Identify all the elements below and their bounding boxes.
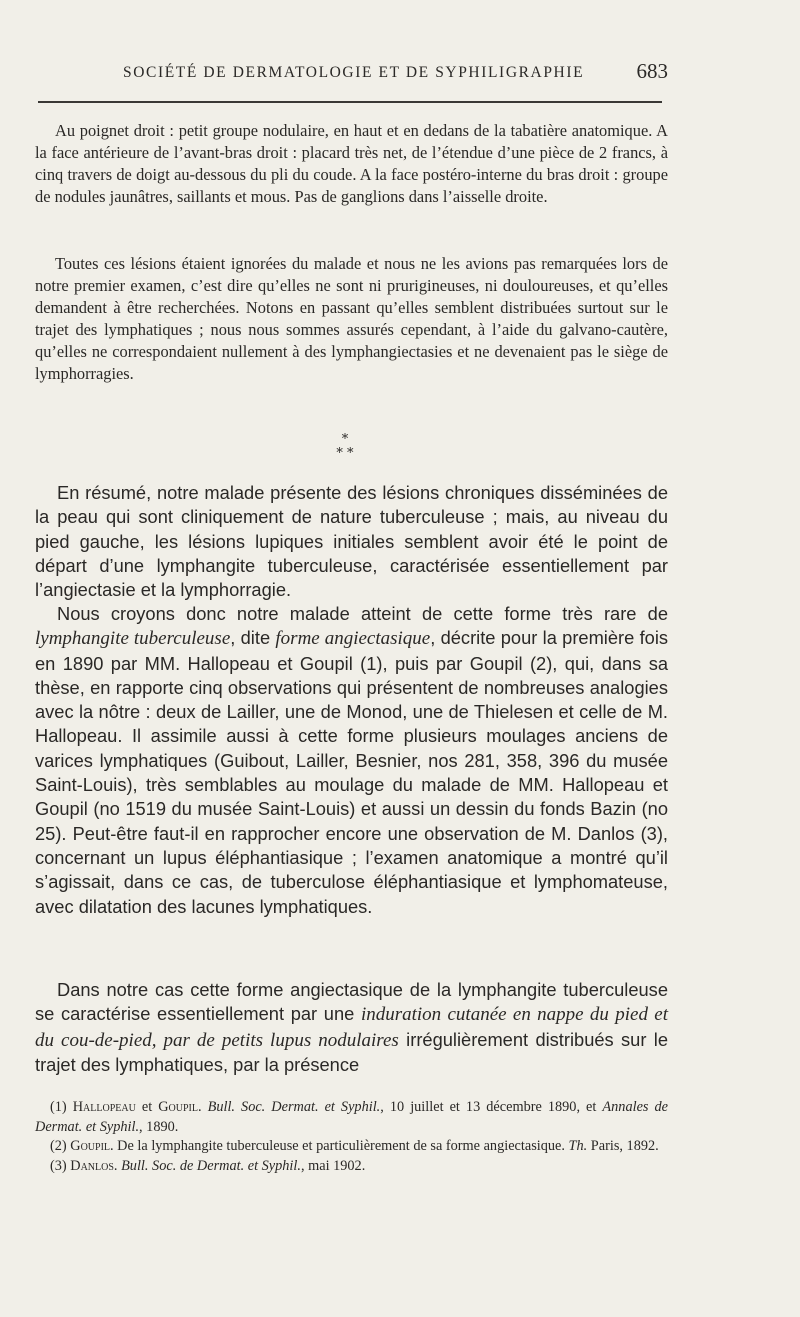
footnote-1: (1) Hallopeau et Goupil. Bull. Soc. Dermat. et Syphil., 10 juillet et 13 décembre 1890, et Annales de Dermat. et Syphil., 1890.: [35, 1099, 669, 1135]
footnote-2: [35, 1137, 668, 1157]
paragraph-text: [35, 978, 668, 1077]
asterism-top: *: [341, 432, 349, 447]
discussion-paragraph: [35, 602, 668, 919]
case-paragraph-1: [35, 120, 668, 208]
running-title: SOCIÉTÉ DE DERMATOLOGIE ET DE SYPHILIGRAPHIE: [123, 64, 585, 81]
footnote-ref: Bull. Soc. de Dermat. et Syphil.: [121, 1157, 301, 1174]
summary-paragraph: [35, 481, 668, 602]
paragraph-text: En résumé, notre malade présente des lésions chroniques disséminées de la peau qui sont cliniquement de nature tuberculeuse ; mais, au niveau du pied gauche, les lésions lupiques initiales semblent avoir été le point de départ d’une lymphangite tuberculeuse, caractérisée essentiellement par l’angiectasie et la lymphorragie.: [35, 482, 668, 601]
text-run: Dans notre cas cette forme angiectasique de la lymphangite tuberculeuse se caractérise essentiellement par une: [35, 979, 668, 1025]
footnotes: [35, 1098, 668, 1176]
footnote-author: Goupil: [158, 1099, 198, 1115]
footnote-mark: (2): [50, 1138, 67, 1154]
italic-term: forme angiectasique: [275, 628, 431, 650]
footnote-author: Danlos: [70, 1157, 114, 1174]
running-header: [35, 58, 668, 92]
footnote-3: [35, 1157, 668, 1177]
footnote-author: Hallopeau: [72, 1099, 136, 1115]
text-run: Paris, 1892.: [587, 1138, 659, 1154]
footnote-ref: Th.: [568, 1138, 588, 1154]
text-run: et: [135, 1099, 159, 1115]
case-paragraph-2: [35, 253, 668, 386]
text-run: .: [113, 1157, 122, 1174]
text-run: , 10 juillet et 13 décembre 1890, et: [380, 1099, 603, 1115]
paragraph-text: Toutes ces lésions étaient ignorées du malade et nous ne les avions pas remarquées lors de notre premier examen, c’est dire qu’elles ne sont ni prurigineuses, ni douloureuses, et qu’elles demandent à être recherchées. Notons en passant qu’elles semblent distribuées surtout sur le trajet des lymphatiques ; nous nous sommes assurés cependant, à l’aide du galvano-cautère, qu’elles ne correspondaient nullement à des lymphangiectasies et ne devenaient pas le siège de lymphorragies.: [35, 254, 668, 384]
header-rule: [38, 101, 662, 103]
footnote-author: Goupil: [70, 1138, 111, 1154]
text-run: , dite: [230, 627, 276, 649]
asterism-bottom: * *: [336, 446, 354, 461]
footnote-ref: Bull. Soc. Dermat. et Syphil.: [207, 1099, 381, 1115]
footnote-ref: Annales de Dermat. et Syphil.: [35, 1099, 669, 1135]
footnote-mark: (3): [50, 1157, 67, 1174]
text-run: , mai 1902.: [300, 1157, 366, 1174]
text-run: Nous croyons donc notre malade atteint de cette forme très rare de: [57, 603, 668, 624]
page-number: 683: [636, 59, 668, 83]
paragraph-text: [35, 602, 668, 919]
text-run: irrégulièrement distribués sur le trajet des lymphatiques, par la présence: [35, 1028, 668, 1075]
text-run: . De la lymphangite tuberculeuse et particulièrement de sa forme angiectasique.: [110, 1138, 569, 1154]
characterization-paragraph: [35, 978, 668, 1077]
text-run: , décrite pour la première fois en 1890 par MM. Hallopeau et Goupil (1), puis par Goupil (2), qui, dans sa thèse, en rapporte cinq observations qui présentent de nombreuses analogies avec la nôtre : deux de Lailler, une de Monod, une de Thielesen et celle de M. Hallopeau. Il assimile aussi à cette forme plusieurs moulages anciens de varices lymphatiques (Guibout, Lailler, Besnier, nos 281, 358, 396 du musée Saint-Louis), très semblables au moulage du malade de MM. Hallopeau et Goupil (no 1519 du musée Saint-Louis) et aussi un dessin du fonds Bazin (no 25). Peut-être faut-il en rapprocher encore une observation de M. Danlos (3), concernant un lupus éléphantiasique ; l’examen anatomique a montré qu’il s’agissait, dans ce cas, de tuberculose éléphantiasique et lymphomateuse, avec dilatation des lacunes lymphatiques.: [35, 627, 669, 917]
paragraph-text: Au poignet droit : petit groupe nodulaire, en haut et en dedans de la tabatière anatomique. A la face antérieure de l’avant-bras droit : placard très net, de l’étendue d’une pièce de 2 francs, à cinq travers de doigt au-dessous du pli du coude. A la face postéro-interne du bras droit : groupe de nodules jaunâtres, saillants et mous. Pas de ganglions dans l’aisselle droite.: [35, 121, 668, 207]
italic-term: lymphangite tuberculeuse: [35, 628, 231, 650]
text-run: , 1890.: [139, 1118, 179, 1135]
italic-phrase: induration cutanée en nappe du pied et du cou-de-pied, par de petits lupus nodulaires: [35, 1004, 668, 1051]
footnote-mark: (1): [50, 1099, 67, 1115]
asterism: [300, 433, 390, 469]
